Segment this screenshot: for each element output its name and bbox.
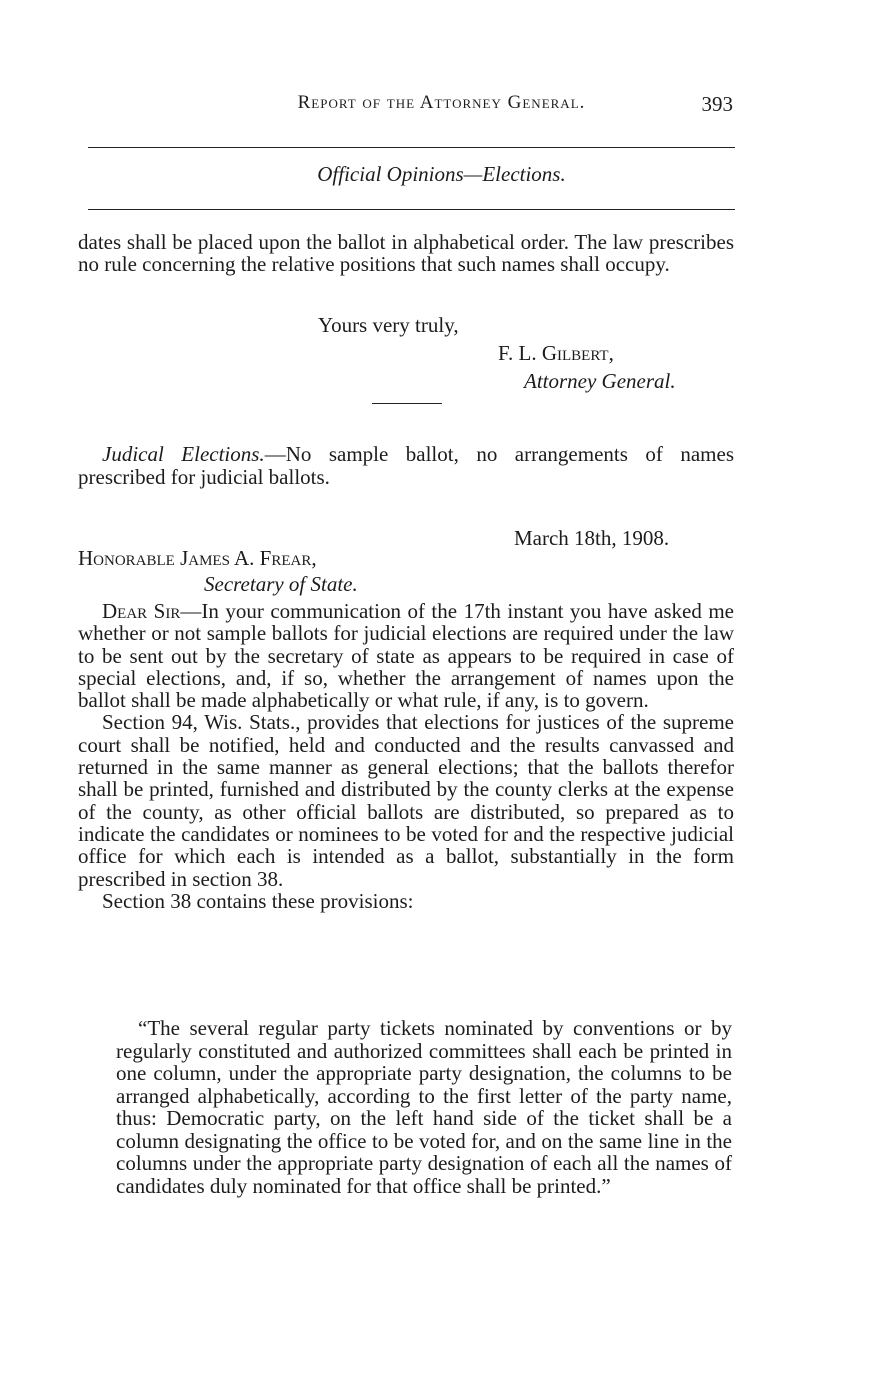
headnote-text: —No sample ballot, no arrangements of names prescribed for judicial ballots. [78,442,734,489]
section-heading: Official Opinions—Elections. [317,162,566,186]
body-paragraph-3: Section 38 contains these provisions: [102,888,414,913]
headnote [78,443,734,489]
signatory-name: F. L. Gilbert, [498,341,614,365]
closing: Yours very truly, [318,313,459,337]
salutation: Dear Sir [102,599,181,623]
letter-date: March 18th, 1908. [514,526,670,550]
headnote-title: Judical Elections. [102,442,265,466]
page-number: 393 [701,92,733,116]
addressee-name: Honorable James A. Frear, [78,546,317,570]
body-paragraph-2: Section 94, Wis. Stats., provides that elections for justices of the supreme court shall be notified, held and conducted and the results canvassed and returned in the same manner as general elections; that the ballots therefor shall be printed, furnished and distributed by the county clerks at the expense of the county, as other official ballots are distributed, so prepared as to indicate the candidates or nominees to be voted for and the respective judicial office for which each is intended as a ballot, substantially in the form prescribed in section 38. [78,710,734,891]
addressee-title: Secretary of State. [204,572,358,596]
section-divider [372,403,442,404]
header-rule-top [88,147,735,148]
letter-body [78,600,734,912]
header-rule-bottom [88,209,735,210]
paragraph-1-text: —In your communication of the 17th instant you have asked me whether or not sample ballots for judicial elections are required under the law to be sent out by the secretary of state as appears to be required in case of special elections, and, if so, whether the arrangement of names upon the ballot shall be made alphabetically or what rule, if any, is to govern. [78,599,734,713]
continuation-text: dates shall be placed upon the ballot in alphabetical order. The law prescribes no rule concerning the relative positions that such names shall occupy. [78,230,734,276]
statute-quotation: “The several regular party tickets nominated by conventions or by regularly constituted and authorized committees shall each be printed in one column, under the appropriate party designation, the columns to be arranged alphabetically, according to the first letter of the party name, thus: Democratic party, on the left hand side of the ticket shall be a column designating the office to be voted for, and on the same line in the columns under the appropriate party designation of each all the names of candidates duly nominated for that office shall be printed.” [116,1016,732,1198]
body-paragraph-1 [78,600,734,711]
running-head: Report of the Attorney General. [297,92,586,113]
continuation-paragraph [78,231,734,275]
signatory-title: Attorney General. [524,369,676,393]
